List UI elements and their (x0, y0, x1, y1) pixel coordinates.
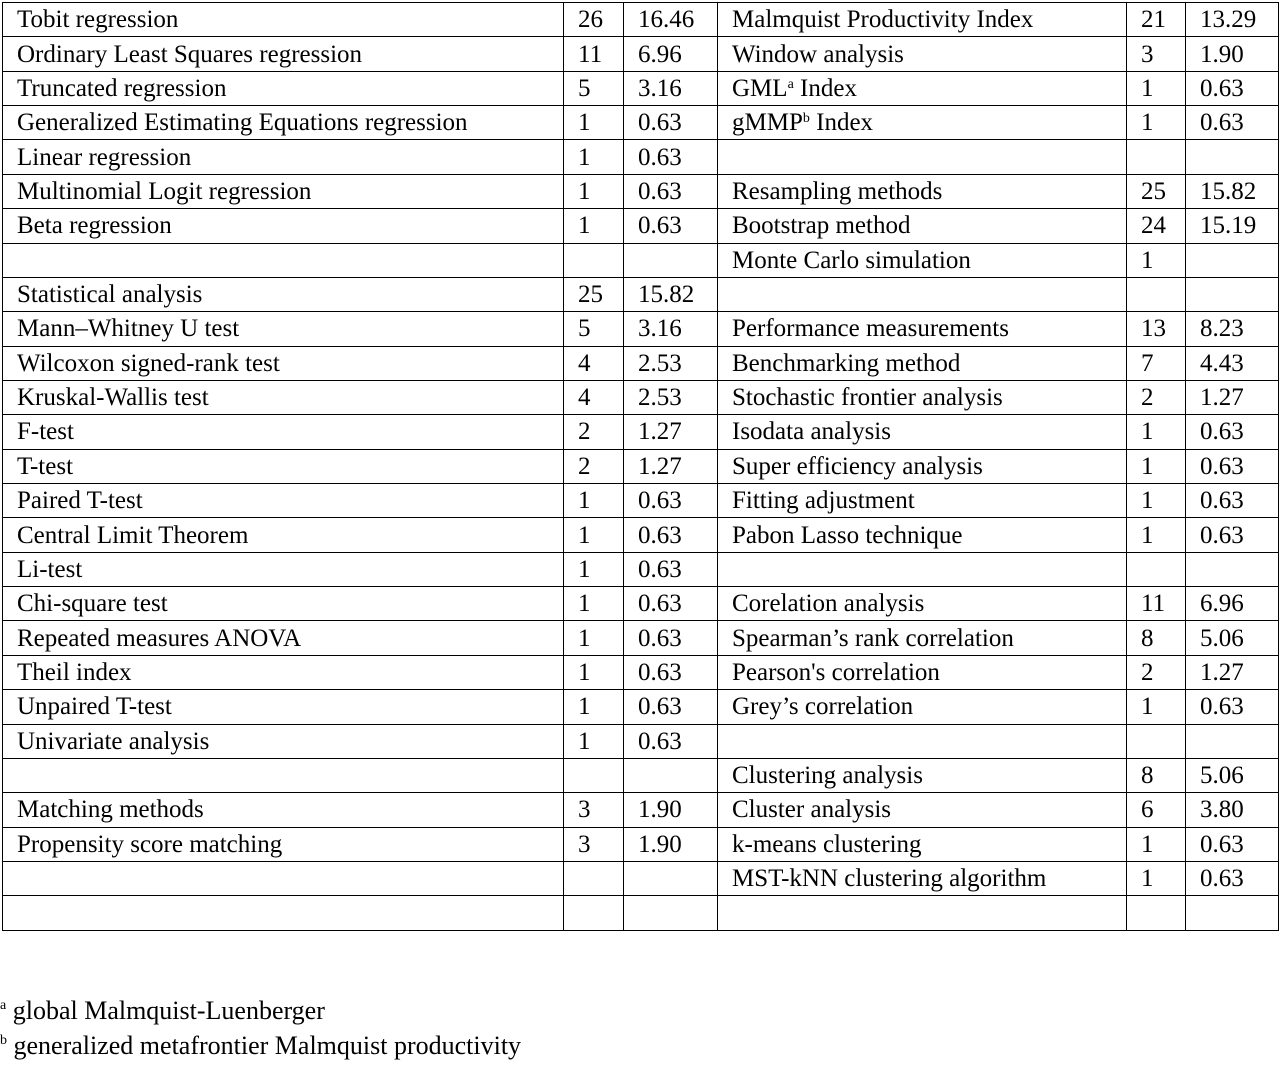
footnote-marker: a (0, 998, 7, 1013)
right-count-cell: 21 (1127, 3, 1186, 37)
right-method-cell (718, 861, 1127, 895)
left-count-cell: 1 (564, 484, 624, 518)
method-name: Isodata analysis (732, 418, 891, 446)
left-count-cell: 1 (564, 724, 624, 758)
method-name: Clustering analysis (732, 762, 923, 790)
right-percent-cell: 8.23 (1186, 312, 1279, 346)
method-name: MST-kNN clustering algorithm (732, 865, 1047, 893)
method-name: Chi-square test (17, 590, 168, 618)
right-count-cell: 24 (1127, 209, 1186, 243)
left-method-cell (3, 552, 564, 586)
left-percent-cell: 1.90 (624, 793, 718, 827)
method-name: Multinomial Logit regression (17, 177, 312, 205)
method-name: Stochastic frontier analysis (732, 384, 1003, 412)
left-percent-cell: 0.63 (624, 690, 718, 724)
footnote-text: global Malmquist-Luenberger (6, 996, 325, 1025)
table-row (3, 621, 1279, 655)
left-count-cell: 26 (564, 3, 624, 37)
left-count-cell: 1 (564, 621, 624, 655)
left-count-cell (564, 758, 624, 792)
method-name: F-test (17, 418, 74, 446)
method-name: Paired T-test (17, 487, 143, 515)
method-name: Bootstrap method (732, 212, 911, 240)
right-percent-cell: 1.27 (1186, 655, 1279, 689)
left-percent-cell: 0.63 (624, 518, 718, 552)
right-count-cell: 1 (1127, 449, 1186, 483)
left-count-cell: 5 (564, 71, 624, 105)
table-row (3, 758, 1279, 792)
right-method-cell (718, 518, 1127, 552)
left-percent-cell: 0.63 (624, 209, 718, 243)
table-row (3, 793, 1279, 827)
table-row (3, 518, 1279, 552)
method-name: Generalized Estimating Equations regression (17, 109, 468, 137)
left-percent-cell: 2.53 (624, 380, 718, 414)
right-count-cell (1127, 552, 1186, 586)
right-percent-cell: 0.63 (1186, 861, 1279, 895)
method-name: Central Limit Theorem (17, 521, 249, 549)
left-method-cell (3, 277, 564, 311)
table-row (3, 827, 1279, 861)
right-method-cell (718, 209, 1127, 243)
left-percent-cell: 1.90 (624, 827, 718, 861)
table-row (3, 415, 1279, 449)
right-percent-cell: 0.63 (1186, 827, 1279, 861)
method-name: Unpaired T-test (17, 693, 172, 721)
left-percent-cell (624, 758, 718, 792)
table-row (3, 380, 1279, 414)
right-method-cell (718, 174, 1127, 208)
table-row (3, 277, 1279, 311)
right-count-cell: 1 (1127, 690, 1186, 724)
left-method-cell (3, 896, 564, 930)
right-count-cell (1127, 724, 1186, 758)
left-count-cell: 1 (564, 140, 624, 174)
left-count-cell: 11 (564, 37, 624, 71)
left-percent-cell: 3.16 (624, 312, 718, 346)
right-percent-cell (1186, 552, 1279, 586)
table-row (3, 484, 1279, 518)
right-method-cell (718, 724, 1127, 758)
right-percent-cell: 4.43 (1186, 346, 1279, 380)
right-method-cell (718, 106, 1127, 140)
right-count-cell: 11 (1127, 587, 1186, 621)
left-method-cell (3, 243, 564, 277)
left-method-cell (3, 3, 564, 37)
left-count-cell (564, 896, 624, 930)
right-count-cell: 1 (1127, 827, 1186, 861)
method-name: GML (732, 74, 788, 102)
left-percent-cell: 0.63 (624, 724, 718, 758)
table-row (3, 552, 1279, 586)
left-method-cell (3, 106, 564, 140)
table-row (3, 106, 1279, 140)
right-count-cell: 1 (1127, 71, 1186, 105)
right-percent-cell: 13.29 (1186, 3, 1279, 37)
table-row (3, 690, 1279, 724)
right-count-cell: 1 (1127, 484, 1186, 518)
right-percent-cell (1186, 243, 1279, 277)
method-name: Malmquist Productivity Index (732, 6, 1034, 34)
left-method-cell (3, 346, 564, 380)
footnote-text: generalized metafrontier Malmquist productivity (7, 1031, 522, 1060)
right-percent-cell: 0.63 (1186, 415, 1279, 449)
left-method-cell (3, 380, 564, 414)
right-percent-cell: 0.63 (1186, 449, 1279, 483)
left-count-cell: 1 (564, 106, 624, 140)
left-percent-cell: 16.46 (624, 3, 718, 37)
left-method-cell (3, 140, 564, 174)
left-count-cell: 4 (564, 380, 624, 414)
left-method-cell (3, 312, 564, 346)
method-name: Window analysis (732, 40, 904, 68)
left-percent-cell (624, 243, 718, 277)
right-percent-cell: 5.06 (1186, 758, 1279, 792)
method-name: k-means clustering (732, 830, 922, 858)
left-percent-cell: 2.53 (624, 346, 718, 380)
right-percent-cell: 1.27 (1186, 380, 1279, 414)
right-percent-cell: 0.63 (1186, 106, 1279, 140)
method-name: Performance measurements (732, 315, 1009, 343)
right-count-cell: 13 (1127, 312, 1186, 346)
left-percent-cell: 0.63 (624, 140, 718, 174)
left-count-cell (564, 861, 624, 895)
method-name: Fitting adjustment (732, 487, 915, 515)
left-method-cell (3, 37, 564, 71)
footnote-a (0, 993, 521, 1028)
left-percent-cell: 0.63 (624, 552, 718, 586)
left-percent-cell: 0.63 (624, 587, 718, 621)
left-count-cell: 2 (564, 449, 624, 483)
method-name: Li-test (17, 555, 83, 583)
left-percent-cell: 15.82 (624, 277, 718, 311)
left-method-cell (3, 758, 564, 792)
right-method-cell (718, 71, 1127, 105)
method-name: Wilcoxon signed-rank test (17, 349, 280, 377)
method-name: Univariate analysis (17, 727, 210, 755)
left-method-cell (3, 71, 564, 105)
right-percent-cell: 6.96 (1186, 587, 1279, 621)
table-row (3, 37, 1279, 71)
right-percent-cell: 15.82 (1186, 174, 1279, 208)
right-method-cell (718, 621, 1127, 655)
right-count-cell: 8 (1127, 758, 1186, 792)
table-row (3, 724, 1279, 758)
method-name: Linear regression (17, 143, 192, 171)
footnote-b (0, 1028, 521, 1063)
right-method-cell (718, 243, 1127, 277)
left-method-cell (3, 827, 564, 861)
left-method-cell (3, 209, 564, 243)
left-percent-cell: 3.16 (624, 71, 718, 105)
table-row (3, 587, 1279, 621)
right-count-cell: 8 (1127, 621, 1186, 655)
left-count-cell: 1 (564, 552, 624, 586)
method-name: Truncated regression (17, 74, 227, 102)
left-percent-cell: 0.63 (624, 106, 718, 140)
methods-table (2, 2, 1279, 931)
table-row (3, 312, 1279, 346)
left-method-cell (3, 724, 564, 758)
right-count-cell (1127, 277, 1186, 311)
table-row (3, 209, 1279, 243)
method-name: Propensity score matching (17, 830, 283, 858)
right-method-cell (718, 3, 1127, 37)
right-method-cell (718, 312, 1127, 346)
left-count-cell: 3 (564, 827, 624, 861)
right-method-cell (718, 552, 1127, 586)
left-count-cell (564, 243, 624, 277)
left-method-cell (3, 690, 564, 724)
right-count-cell: 25 (1127, 174, 1186, 208)
table-row (3, 3, 1279, 37)
table-row (3, 896, 1279, 930)
method-name: Statistical analysis (17, 281, 203, 309)
method-name: Corelation analysis (732, 590, 925, 618)
table-row (3, 655, 1279, 689)
method-name: Benchmarking method (732, 349, 961, 377)
left-count-cell: 5 (564, 312, 624, 346)
left-count-cell: 1 (564, 587, 624, 621)
method-name-suffix: Index (809, 109, 874, 137)
method-name: Cluster analysis (732, 796, 892, 824)
method-name: T-test (17, 452, 74, 480)
right-count-cell: 1 (1127, 415, 1186, 449)
right-count-cell (1127, 896, 1186, 930)
table-body (3, 3, 1279, 931)
left-count-cell: 1 (564, 518, 624, 552)
left-percent-cell: 1.27 (624, 449, 718, 483)
right-method-cell (718, 690, 1127, 724)
method-name: Matching methods (17, 796, 204, 824)
left-count-cell: 2 (564, 415, 624, 449)
right-count-cell: 2 (1127, 655, 1186, 689)
right-percent-cell: 1.90 (1186, 37, 1279, 71)
left-count-cell: 1 (564, 174, 624, 208)
right-percent-cell: 5.06 (1186, 621, 1279, 655)
left-count-cell: 4 (564, 346, 624, 380)
right-percent-cell (1186, 724, 1279, 758)
right-method-cell (718, 380, 1127, 414)
table-row (3, 243, 1279, 277)
table-row (3, 174, 1279, 208)
method-name: Grey’s correlation (732, 693, 914, 721)
left-count-cell: 25 (564, 277, 624, 311)
left-method-cell (3, 587, 564, 621)
right-method-cell (718, 655, 1127, 689)
footnotes (0, 993, 521, 1063)
left-method-cell (3, 518, 564, 552)
footnote-marker: b (0, 1033, 7, 1048)
right-count-cell: 3 (1127, 37, 1186, 71)
right-count-cell (1127, 140, 1186, 174)
right-method-cell (718, 793, 1127, 827)
right-method-cell (718, 484, 1127, 518)
right-percent-cell: 3.80 (1186, 793, 1279, 827)
right-count-cell: 1 (1127, 106, 1186, 140)
left-percent-cell: 0.63 (624, 484, 718, 518)
method-name: Resampling methods (732, 177, 943, 205)
left-count-cell: 1 (564, 209, 624, 243)
right-count-cell: 1 (1127, 861, 1186, 895)
left-count-cell: 1 (564, 690, 624, 724)
left-method-cell (3, 655, 564, 689)
left-percent-cell: 0.63 (624, 655, 718, 689)
method-name-suffix: Index (793, 74, 857, 102)
table-row (3, 449, 1279, 483)
right-method-cell (718, 37, 1127, 71)
right-count-cell: 1 (1127, 243, 1186, 277)
left-method-cell (3, 449, 564, 483)
right-method-cell (718, 827, 1127, 861)
left-percent-cell: 6.96 (624, 37, 718, 71)
left-method-cell (3, 793, 564, 827)
left-method-cell (3, 621, 564, 655)
footnote-ref: b (802, 111, 810, 127)
right-method-cell (718, 587, 1127, 621)
method-name: Pabon Lasso technique (732, 521, 963, 549)
right-count-cell: 2 (1127, 380, 1186, 414)
method-name: Pearson's correlation (732, 659, 940, 686)
right-percent-cell (1186, 277, 1279, 311)
left-method-cell (3, 861, 564, 895)
left-percent-cell (624, 861, 718, 895)
left-method-cell (3, 484, 564, 518)
method-name: Kruskal-Wallis test (17, 384, 209, 412)
right-method-cell (718, 277, 1127, 311)
right-method-cell (718, 896, 1127, 930)
method-name: Spearman’s rank correlation (732, 624, 1014, 652)
method-name: Mann–Whitney U test (17, 315, 240, 343)
right-count-cell: 1 (1127, 518, 1186, 552)
right-percent-cell: 0.63 (1186, 690, 1279, 724)
right-percent-cell: 0.63 (1186, 518, 1279, 552)
left-percent-cell (624, 896, 718, 930)
right-count-cell: 6 (1127, 793, 1186, 827)
right-percent-cell (1186, 896, 1279, 930)
method-name: Tobit regression (17, 6, 179, 34)
left-percent-cell: 1.27 (624, 415, 718, 449)
footnote-ref: a (787, 76, 794, 92)
method-name: Ordinary Least Squares regression (17, 40, 363, 68)
method-name: Beta regression (17, 212, 172, 240)
table-row (3, 346, 1279, 380)
table-row (3, 71, 1279, 105)
left-count-cell: 3 (564, 793, 624, 827)
right-percent-cell: 15.19 (1186, 209, 1279, 243)
right-method-cell (718, 346, 1127, 380)
left-percent-cell: 0.63 (624, 174, 718, 208)
method-name: Theil index (17, 659, 132, 686)
table-row (3, 140, 1279, 174)
left-count-cell: 1 (564, 655, 624, 689)
right-method-cell (718, 415, 1127, 449)
method-name: Repeated measures ANOVA (17, 624, 302, 652)
right-method-cell (718, 449, 1127, 483)
right-percent-cell: 0.63 (1186, 484, 1279, 518)
left-method-cell (3, 415, 564, 449)
method-name: Monte Carlo simulation (732, 246, 971, 274)
right-percent-cell (1186, 140, 1279, 174)
right-percent-cell: 0.63 (1186, 71, 1279, 105)
right-method-cell (718, 758, 1127, 792)
table-row (3, 861, 1279, 895)
right-method-cell (718, 140, 1127, 174)
left-percent-cell: 0.63 (624, 621, 718, 655)
method-name: Super efficiency analysis (732, 452, 983, 480)
right-count-cell: 7 (1127, 346, 1186, 380)
left-method-cell (3, 174, 564, 208)
method-name: gMMP (732, 109, 803, 137)
